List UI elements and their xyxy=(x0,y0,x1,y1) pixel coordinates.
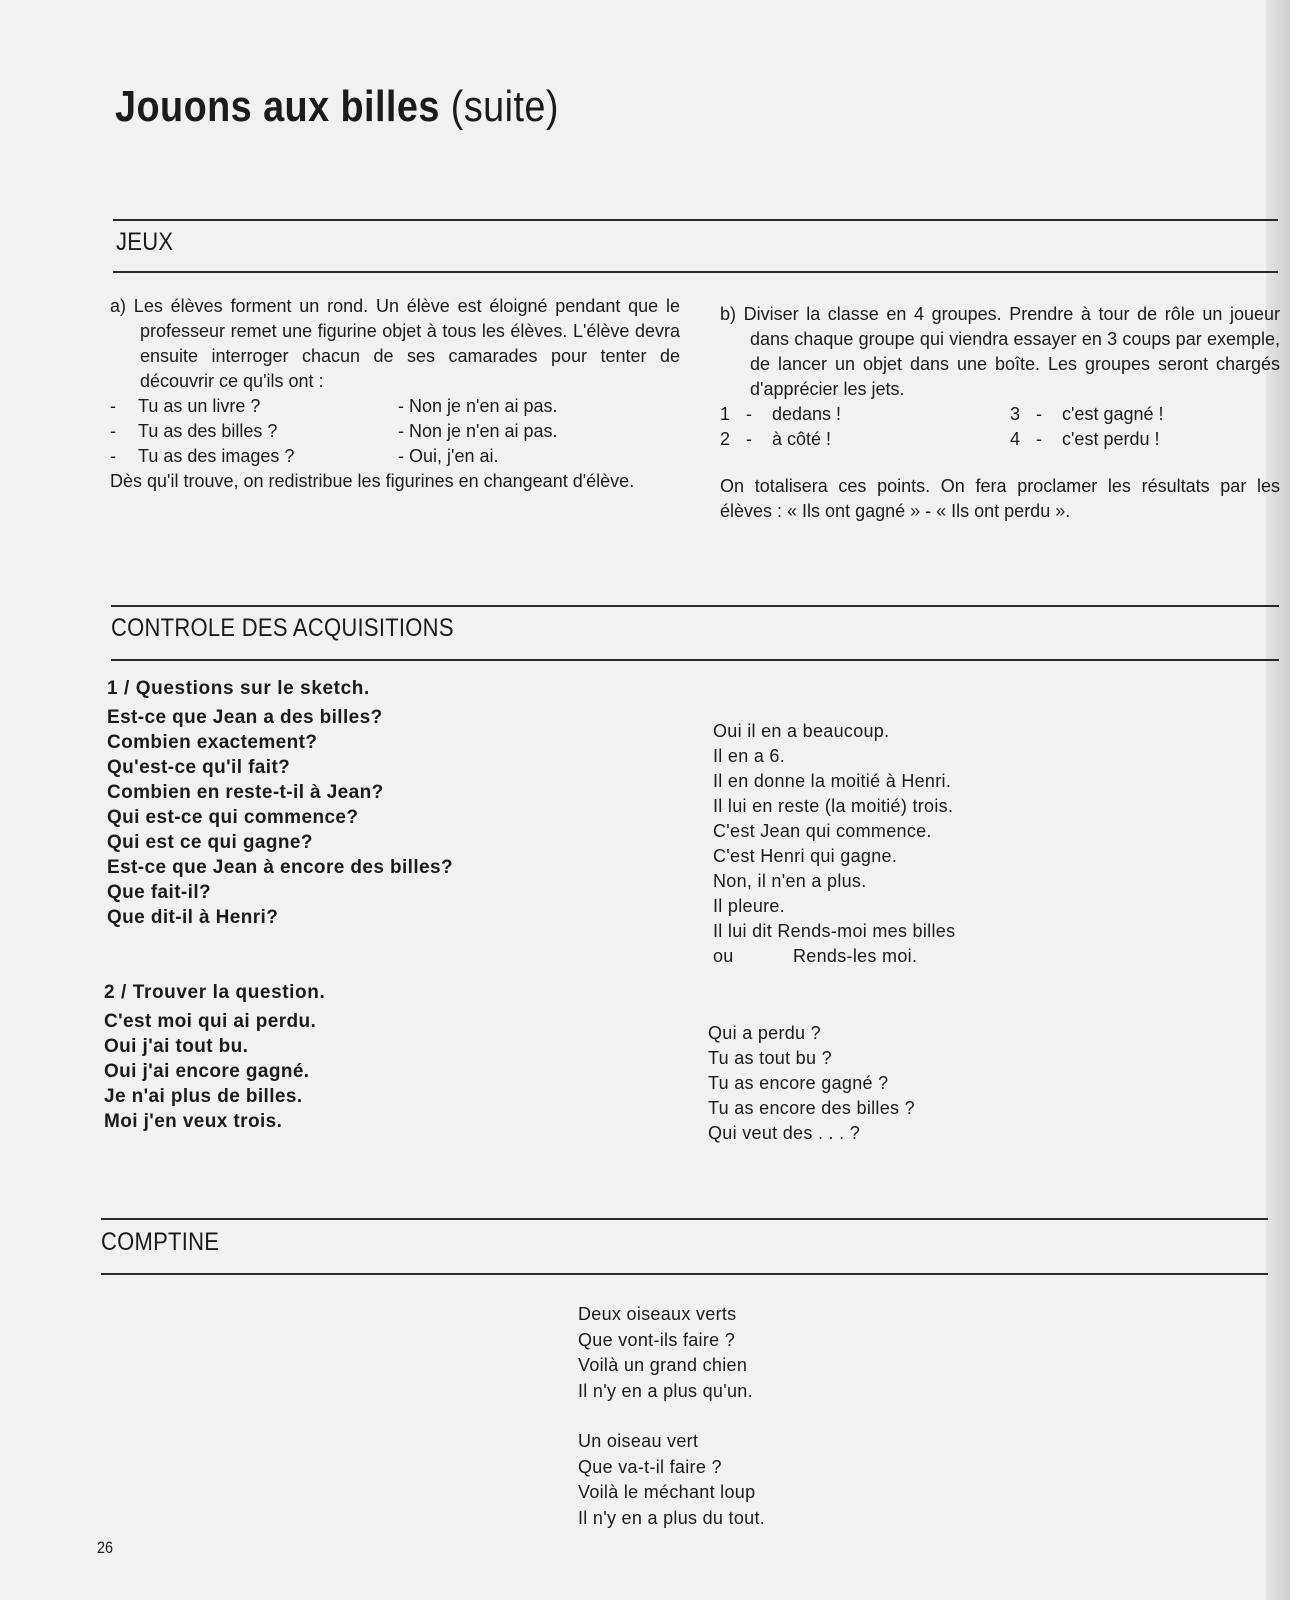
game-b-outro: On totalisera ces points. On fera proclamer les résultats par les élèves : « Ils ont gagné » - « Ils ont perdu ». xyxy=(720,476,1280,521)
answer-line: Il en donne la moitié à Henri. xyxy=(713,771,952,791)
page-edge xyxy=(1266,0,1290,1600)
title-suffix: (suite) xyxy=(450,82,559,131)
part2-subheading: 2 / Trouver la question. xyxy=(104,982,326,1003)
poem-line: Voilà un grand chien xyxy=(578,1355,748,1375)
score-label: dedans ! xyxy=(772,404,842,424)
answer-line: Il lui dit Rends-moi mes billes xyxy=(713,921,956,941)
score-label: c'est perdu ! xyxy=(1062,429,1160,449)
question-line: Que fait-il? xyxy=(107,882,212,903)
score-dash: - xyxy=(1036,404,1042,424)
question-line: Combien exactement? xyxy=(107,732,318,753)
answer-line: C'est Jean qui commence. xyxy=(713,821,932,841)
statement-line: C'est moi qui ai perdu. xyxy=(104,1011,317,1032)
jeux-top-rule xyxy=(113,219,1278,221)
page-number: 26 xyxy=(97,1538,114,1557)
dialogue-answer: - Oui, j'en ai. xyxy=(398,446,499,466)
poem-stanza-2 xyxy=(578,1429,765,1531)
dialogue-question: Tu as un livre ? xyxy=(138,396,261,416)
score-label: à côté ! xyxy=(772,429,832,449)
jeux-bottom-rule xyxy=(113,271,1278,273)
comptine-top-rule xyxy=(101,1218,1268,1220)
answer-line: Il pleure. xyxy=(713,896,786,916)
dialogue-line xyxy=(110,394,680,419)
poem-line: Il n'y en a plus du tout. xyxy=(578,1507,766,1528)
statement-line: Oui j'ai tout bu. xyxy=(104,1036,249,1057)
jeux-heading: JEUX xyxy=(116,228,174,256)
game-b xyxy=(720,302,1280,524)
dialogue-question: Tu as des billes ? xyxy=(138,421,278,441)
part2-statements xyxy=(104,980,325,1134)
answer-line: Il en a 6. xyxy=(713,746,786,766)
question-line: Est-ce que Jean a des billes? xyxy=(107,707,383,728)
page-title xyxy=(115,82,559,132)
part1-answers xyxy=(713,719,955,969)
poem-stanza-1 xyxy=(578,1302,753,1404)
score-dash: - xyxy=(746,429,752,449)
part1-questions xyxy=(107,676,453,930)
question-line: Qu'est-ce qu'il fait? xyxy=(107,757,291,778)
score-label: c'est gagné ! xyxy=(1062,404,1164,424)
dialogue-dash: - xyxy=(110,446,116,466)
score-number: 4 xyxy=(1010,429,1021,449)
poem-line: Un oiseau vert xyxy=(578,1431,699,1451)
statement-line: Oui j'ai encore gagné. xyxy=(104,1061,310,1082)
score-dash: - xyxy=(1036,429,1042,449)
dialogue-line xyxy=(110,419,680,444)
poem-line: Que vont-ils faire ? xyxy=(578,1329,736,1350)
question-line: Tu as encore gagné ? xyxy=(708,1073,889,1093)
answer-line: Non, il n'en a plus. xyxy=(713,871,867,891)
dialogue-answer: - Non je n'en ai pas. xyxy=(398,421,558,441)
question-line: Qui est ce qui gagne? xyxy=(107,832,313,853)
alt-answer: Rends-les moi. xyxy=(793,946,918,966)
answer-line: Oui il en a beaucoup. xyxy=(713,721,890,741)
question-line: Qui veut des . . . ? xyxy=(708,1123,861,1143)
comptine-bottom-rule xyxy=(101,1273,1268,1275)
controle-bottom-rule xyxy=(111,659,1279,661)
controle-heading: CONTROLE DES ACQUISITIONS xyxy=(111,614,454,642)
poem-line: Deux oiseaux verts xyxy=(578,1304,737,1324)
score-dash: - xyxy=(746,404,752,424)
score-number: 3 xyxy=(1010,404,1021,424)
part1-subheading: 1 / Questions sur le sketch. xyxy=(107,678,370,699)
poem-line: Il n'y en a plus qu'un. xyxy=(578,1380,753,1401)
poem-line: Que va-t-il faire ? xyxy=(578,1456,722,1477)
statement-line: Moi j'en veux trois. xyxy=(104,1111,283,1132)
game-b-intro: b) Diviser la classe en 4 groupes. Prendre à tour de rôle un joueur dans chaque groupe qui viendra essayer en 3 coups par exemple, de lancer un objet dans une boîte. Les groupes seront chargés d'apprécier les jets. xyxy=(720,304,1280,399)
part2-questions xyxy=(708,1021,915,1146)
score-row xyxy=(720,402,1280,427)
answer-line: Il lui en reste (la moitié) trois. xyxy=(713,796,954,816)
dialogue-question: Tu as des images ? xyxy=(138,446,295,466)
game-a-outro: Dès qu'il trouve, on redistribue les figurines en changeant d'élève. xyxy=(110,471,635,491)
statement-line: Je n'ai plus de billes. xyxy=(104,1086,303,1107)
answer-line: C'est Henri qui gagne. xyxy=(713,846,898,866)
alt-word: ou xyxy=(713,946,734,966)
dialogue-dash: - xyxy=(110,396,116,416)
game-a xyxy=(110,294,680,494)
question-line: Tu as encore des billes ? xyxy=(708,1098,915,1118)
answer-alt-line xyxy=(713,944,955,969)
question-line: Est-ce que Jean à encore des billes? xyxy=(107,857,453,878)
comptine-heading: COMPTINE xyxy=(101,1228,220,1256)
question-line: Tu as tout bu ? xyxy=(708,1048,832,1068)
score-number: 2 xyxy=(720,429,731,449)
dialogue-dash: - xyxy=(110,421,116,441)
score-number: 1 xyxy=(720,404,731,424)
question-line: Combien en reste-t-il à Jean? xyxy=(107,782,384,803)
controle-top-rule xyxy=(111,605,1279,607)
game-a-intro: a) Les élèves forment un rond. Un élève est éloigné pendant que le professeur remet une figurine objet à tous les élèves. L'élève devra ensuite interroger chacun de ses camarades pour tenter de découvrir ce qu'ils ont : xyxy=(110,296,680,391)
poem-line: Voilà le méchant loup xyxy=(578,1482,756,1502)
dialogue-line xyxy=(110,444,680,469)
question-line: Qui est-ce qui commence? xyxy=(107,807,359,828)
question-line: Que dit-il à Henri? xyxy=(107,907,279,928)
question-line: Qui a perdu ? xyxy=(708,1023,821,1043)
title-main: Jouons aux billes xyxy=(115,82,440,131)
dialogue-answer: - Non je n'en ai pas. xyxy=(398,396,558,416)
score-row xyxy=(720,427,1280,452)
